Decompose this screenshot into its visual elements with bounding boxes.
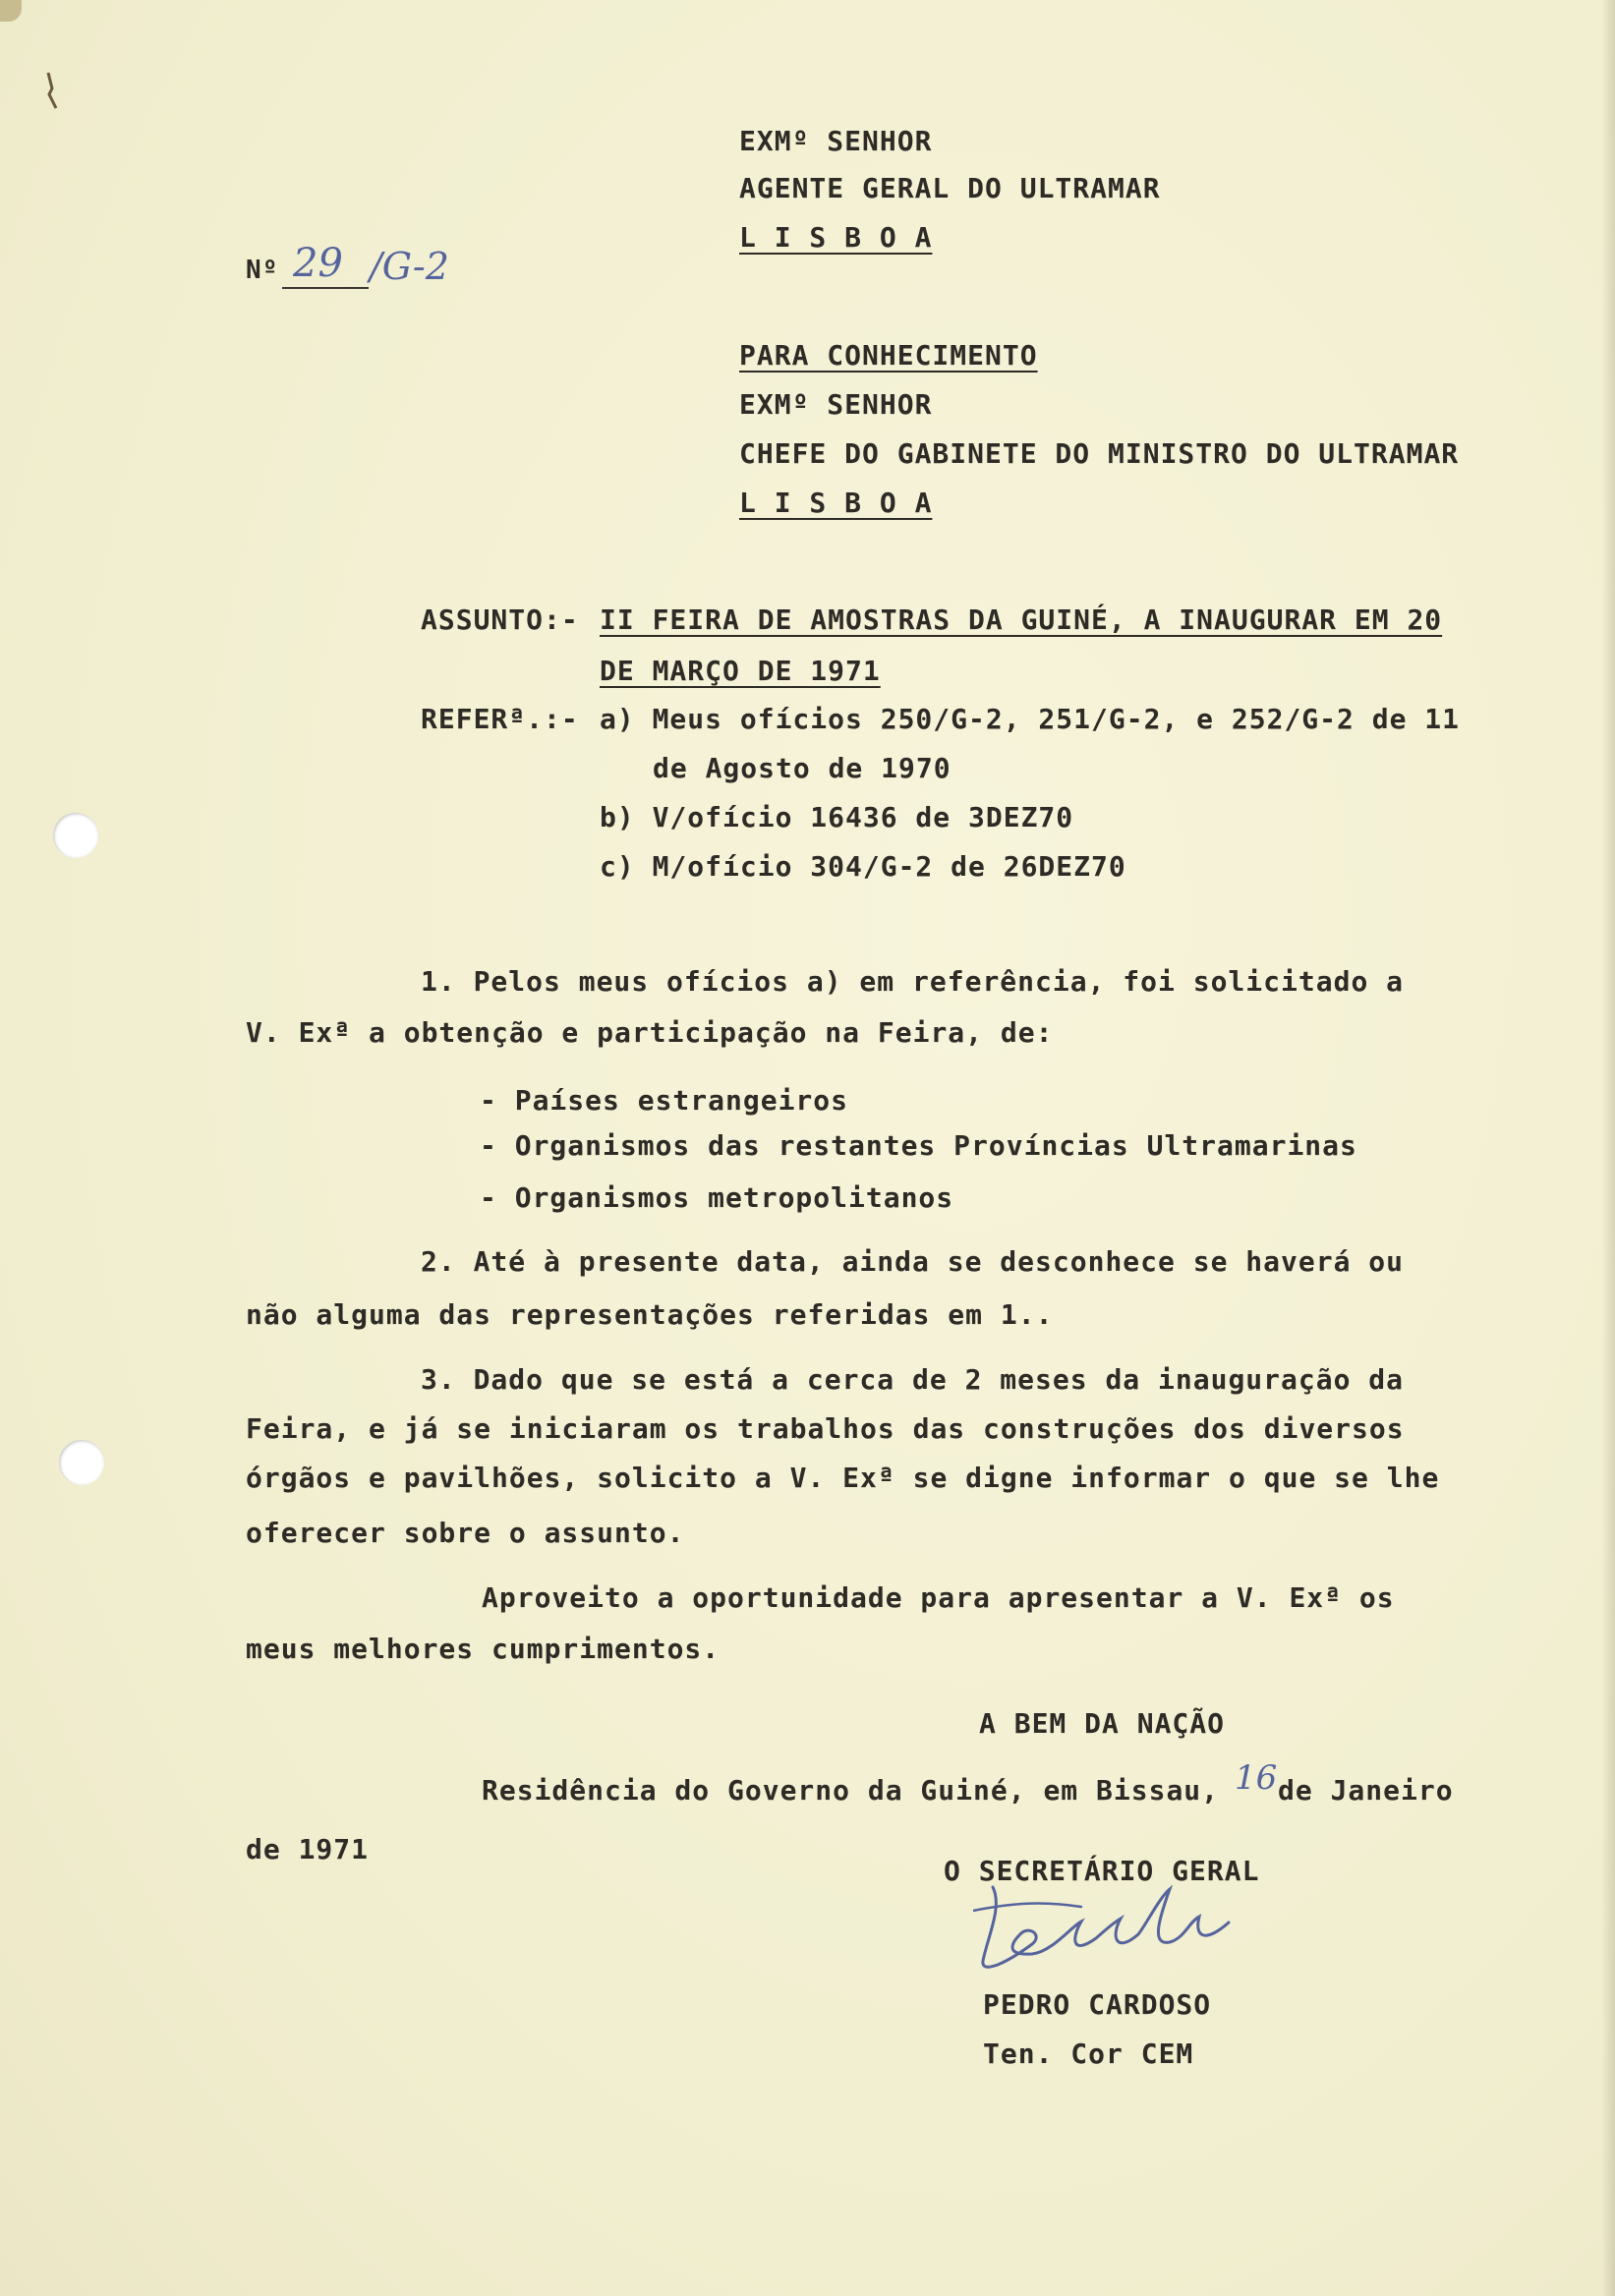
reference-a-line1: a) Meus ofícios 250/G-2, 251/G-2, e 252/G-2 de 11 [600, 703, 1461, 735]
place-date-before: Residência do Governo da Guiné, em Bissau, [482, 1774, 1220, 1807]
place-date-year: de 1971 [246, 1833, 370, 1866]
paragraph3-line2: Feira, e já se iniciaram os trabalhos das construções dos diversos [246, 1412, 1405, 1445]
addressee-line1: EXMº SENHOR [739, 125, 933, 157]
list-item-3: - Organismos metropolitanos [480, 1181, 954, 1214]
cc-line1: EXMº SENHOR [739, 388, 933, 421]
number-handwritten: 29 [293, 241, 343, 286]
paragraph3-line1: 3. Dado que se está a cerca de 2 meses da inauguração da [421, 1363, 1405, 1396]
signatory-name: PEDRO CARDOSO [983, 1988, 1212, 2021]
cc-city: L I S B O A [739, 487, 933, 519]
closing-line2: meus melhores cumprimentos. [246, 1633, 721, 1665]
addressee-city: L I S B O A [739, 221, 933, 254]
signatory-title: O SECRETÁRIO GERAL [944, 1855, 1260, 1887]
place-date-day: 16 [1235, 1758, 1278, 1798]
closing-line1: Aproveito a oportunidade para apresentar a V. Exª os [482, 1581, 1395, 1614]
paragraph2-line1: 2. Até à presente data, ainda se desconhece se haverá ou [421, 1245, 1405, 1278]
motto: A BEM DA NAÇÃO [979, 1707, 1226, 1740]
cc-heading: PARA CONHECIMENTO [739, 339, 1038, 372]
cc-line2: CHEFE DO GABINETE DO MINISTRO DO ULTRAMAR [739, 437, 1460, 470]
addressee-line2: AGENTE GERAL DO ULTRAMAR [739, 172, 1161, 204]
pen-mark-icon [45, 71, 59, 110]
page-edge-shadow [1601, 0, 1615, 2296]
reference-a-line2: de Agosto de 1970 [653, 752, 952, 784]
references-label: REFERª.:- [421, 703, 579, 735]
reference-c: c) M/ofício 304/G-2 de 26DEZ70 [600, 850, 1126, 883]
place-date-after: de Janeiro [1278, 1774, 1454, 1807]
paragraph3-line3: órgãos e pavilhões, solicito a V. Exª se digne informar o que se lhe [246, 1462, 1440, 1494]
number-underline [282, 287, 369, 289]
paragraph1-line2: V. Exª a obtenção e participação na Feira, de: [246, 1016, 1054, 1049]
reference-b: b) V/ofício 16436 de 3DEZ70 [600, 801, 1074, 833]
staple-mark [0, 0, 22, 22]
signatory-rank: Ten. Cor CEM [983, 2038, 1194, 2070]
punch-hole-top [53, 813, 98, 858]
punch-hole-bottom [59, 1440, 104, 1485]
subject-label: ASSUNTO:- [421, 603, 579, 636]
paragraph2-line2: não alguma das representações referidas em 1.. [246, 1298, 1054, 1331]
subject-line2: DE MARÇO DE 1971 [600, 655, 881, 687]
number-suffix: /G-2 [370, 245, 449, 288]
paragraph1-line1: 1. Pelos meus ofícios a) em referência, foi solicitado a [421, 965, 1405, 998]
paragraph3-line4: oferecer sobre o assunto. [246, 1517, 685, 1549]
list-item-1: - Países estrangeiros [480, 1084, 849, 1117]
subject-line1: II FEIRA DE AMOSTRAS DA GUINÉ, A INAUGURAR EM 20 [600, 603, 1443, 636]
number-prefix: Nº [246, 256, 279, 285]
list-item-2: - Organismos das restantes Províncias Ultramarinas [480, 1129, 1357, 1162]
handwritten-signature [973, 1867, 1268, 1985]
